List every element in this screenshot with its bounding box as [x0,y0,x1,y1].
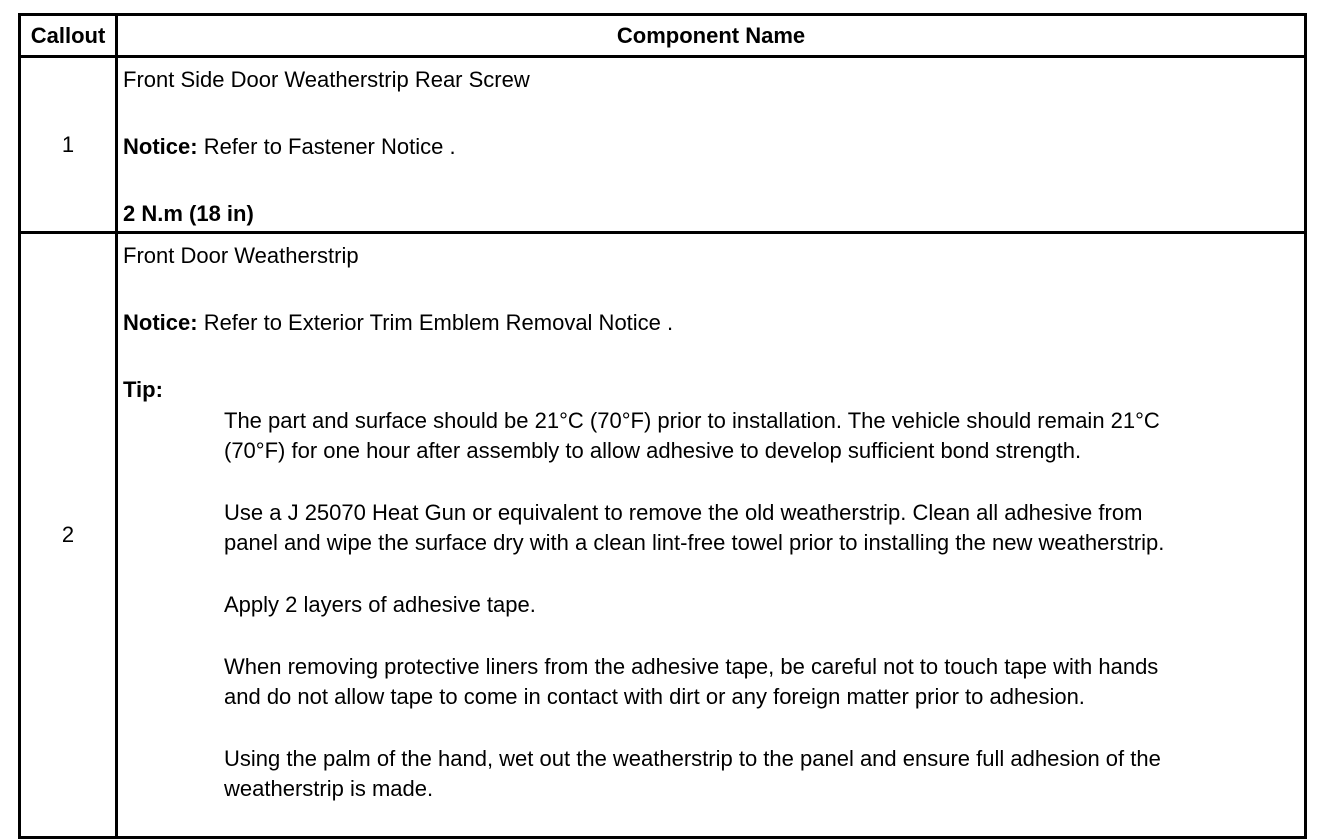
component-name: Front Side Door Weatherstrip Rear Screw [123,67,530,92]
tip-list [224,406,1304,804]
notice-label: Notice: [123,310,198,335]
tip-item: The part and surface should be 21°C (70°F) prior to installation. The vehicle should remain 21°C (70°F) for one hour after assembly to allow adhesive to develop sufficient bond strength. [224,408,1160,463]
tip-item: Apply 2 layers of adhesive tape. [224,592,536,617]
notice-text: Refer to Fastener Notice . [203,134,456,159]
table-row [20,233,1306,838]
component-name: Front Door Weatherstrip [123,243,359,268]
notice-label: Notice: [123,134,198,159]
component-table [18,13,1307,839]
callout-number: 1 [20,57,117,233]
notice-line [123,308,1304,338]
component-name-header: Component Name [117,15,1306,57]
callout-number: 2 [20,233,117,838]
callout-header: Callout [20,15,117,57]
table-row [20,57,1306,233]
component-cell [117,233,1306,838]
tip-item: When removing protective liners from the adhesive tape, be careful not to touch tape with hands and do not allow tape to come in contact with dirt or any foreign matter prior to adhesion. [224,654,1159,709]
notice-text: Refer to Exterior Trim Emblem Removal Notice . [203,310,674,335]
tip-label: Tip: [123,377,163,402]
header-row [20,15,1306,57]
torque-spec: 2 N.m (18 in) [123,201,254,226]
component-cell [117,57,1306,233]
tip-item: Using the palm of the hand, wet out the weatherstrip to the panel and ensure full adhesion of the weatherstrip is made. [224,746,1161,801]
tip-item: Use a J 25070 Heat Gun or equivalent to remove the old weatherstrip. Clean all adhesive from panel and wipe the surface dry with a clean lint-free towel prior to installing the new weatherstrip. [224,500,1165,555]
notice-line [123,132,1304,162]
